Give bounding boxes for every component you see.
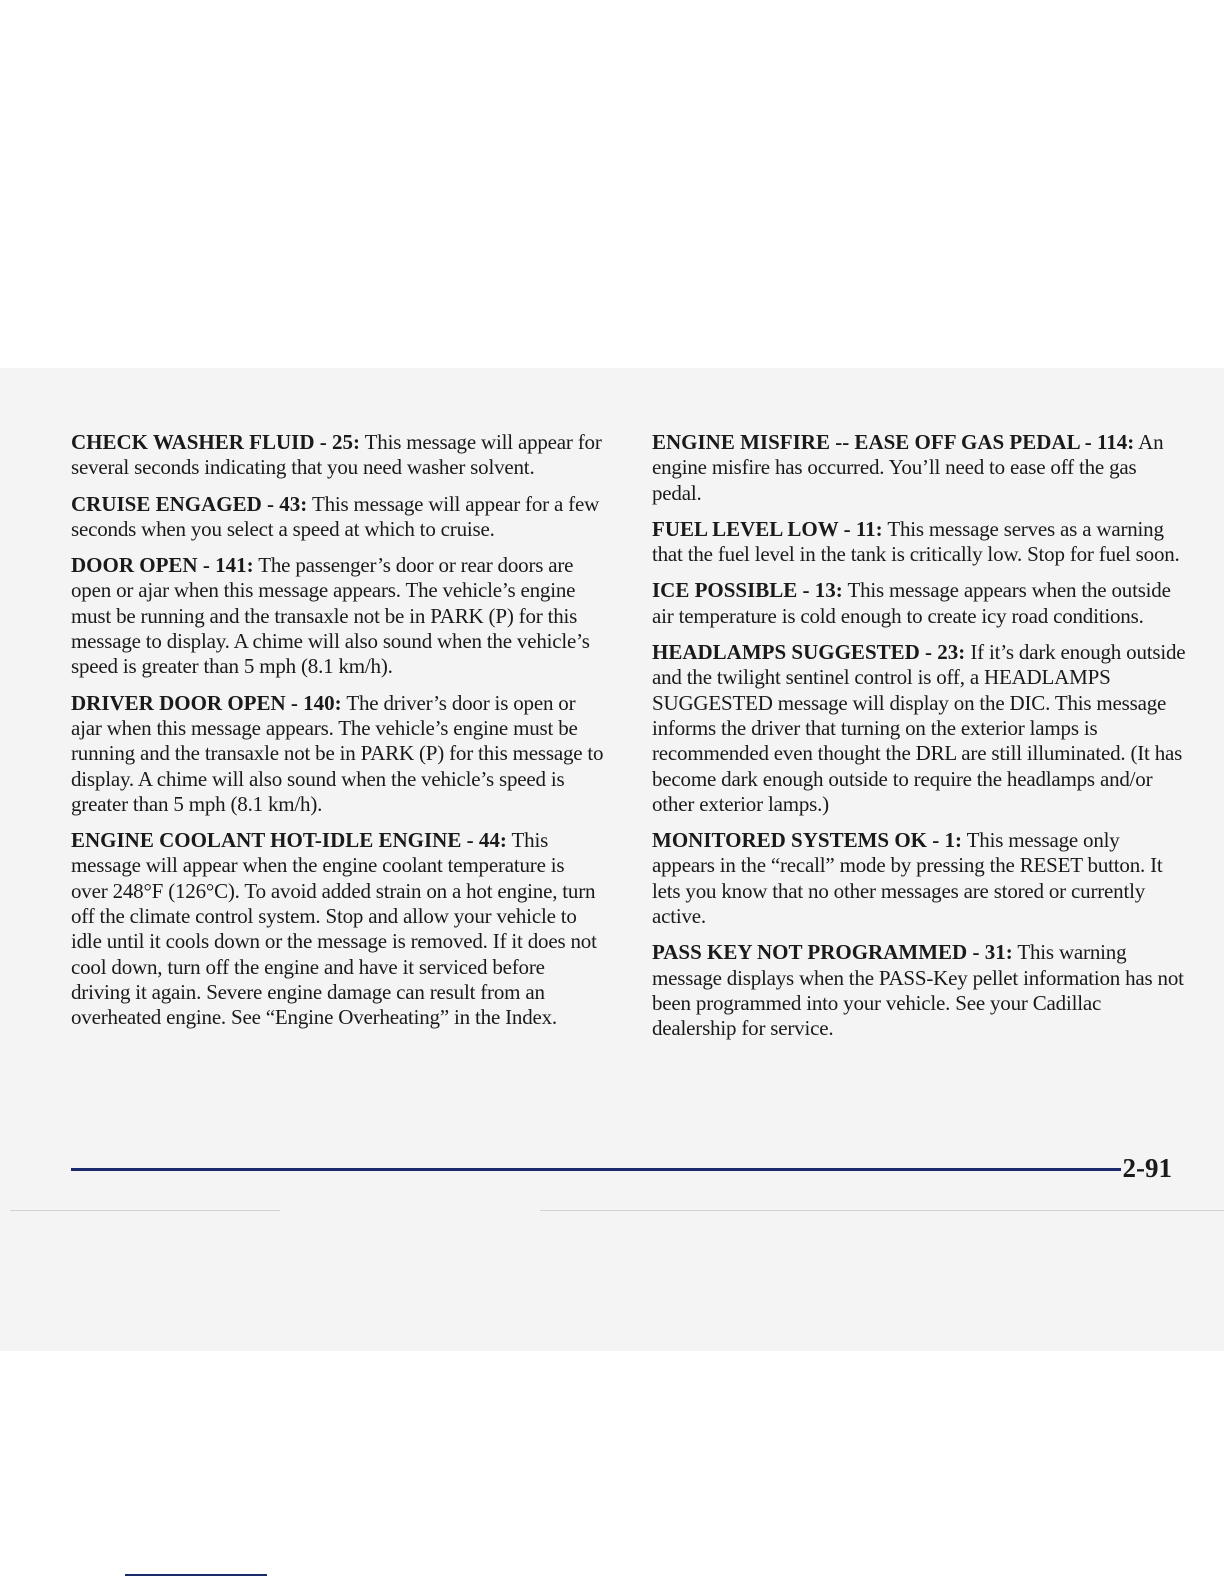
entry-body: If it’s dark enough outside and the twilight sentinel control is off, a HEADLAMPS SUGGESTED message will display on the DIC. This message informs the driver that turning on the exterior lamps is recommended even thought the DRL are still illuminated. (It has become dark enough outside to require the headlamps and/or other exterior lamps.) bbox=[652, 640, 1186, 816]
message-entry-check-washer-fluid bbox=[71, 430, 605, 481]
entry-heading: MONITORED SYSTEMS OK - 1: bbox=[652, 828, 962, 853]
entry-body: An engine misfire has occurred. You’ll need to ease off the gas pedal. bbox=[652, 430, 1164, 505]
entry-body: This warning message displays when the PASS-Key pellet information has not been programmed into your vehicle. See your Cadillac dealership for service. bbox=[652, 940, 1184, 1041]
message-entry-cruise-engaged bbox=[71, 492, 605, 543]
message-entry-driver-door-open bbox=[71, 691, 605, 817]
message-entry-monitored-systems-ok bbox=[652, 828, 1186, 929]
message-entry-door-open bbox=[71, 553, 605, 679]
entry-body: This message will appear when the engine coolant temperature is over 248°F (126°C). To avoid added strain on a hot engine, turn off the climate control system. Stop and allow your vehicle to idle until it cools down or the message is removed. If it does not cool down, turn off the engine and have it serviced before driving it again. Severe engine damage can result from an overheated engine. See “Engine Overheating” in the Index. bbox=[71, 828, 597, 1030]
entry-heading: PASS KEY NOT PROGRAMMED - 31: bbox=[652, 940, 1013, 965]
entry-heading: CHECK WASHER FLUID - 25: bbox=[71, 430, 360, 454]
entry-body: This message serves as a warning that the fuel level in the tank is critically low. Stop for fuel soon. bbox=[652, 516, 1180, 567]
scan-artifact-line bbox=[10, 1210, 280, 1211]
message-entry-ice-possible bbox=[652, 578, 1186, 629]
bottom-edge-mark bbox=[125, 1574, 267, 1576]
right-column bbox=[652, 430, 1186, 1053]
entry-heading: ENGINE MISFIRE -- EASE OFF GAS PEDAL - 114: bbox=[652, 430, 1135, 454]
entry-heading: HEADLAMPS SUGGESTED - 23: bbox=[652, 640, 966, 665]
entry-heading: ENGINE COOLANT HOT-IDLE ENGINE - 44: bbox=[71, 828, 507, 853]
page-number: 2-91 bbox=[1122, 1153, 1172, 1183]
entry-body: This message only appears in the “recall” mode by pressing the RESET button. It lets you know that no other messages are stored or currently active. bbox=[652, 828, 1163, 929]
entry-heading: ICE POSSIBLE - 13: bbox=[652, 578, 843, 603]
message-entry-engine-coolant-hot bbox=[71, 828, 605, 1030]
message-entry-pass-key-not-programmed bbox=[652, 940, 1186, 1041]
left-column bbox=[71, 430, 605, 1042]
entry-body: This message appears when the outside air temperature is cold enough to create icy road conditions. bbox=[652, 578, 1171, 628]
entry-body: This message will appear for a few seconds when you select a speed at which to cruise. bbox=[71, 491, 600, 541]
message-entry-engine-misfire bbox=[652, 430, 1186, 506]
message-entry-fuel-level-low bbox=[652, 517, 1186, 568]
entry-heading: DOOR OPEN - 141: bbox=[71, 553, 254, 578]
message-entry-headlamps-suggested bbox=[652, 640, 1186, 817]
entry-heading: DRIVER DOOR OPEN - 140: bbox=[71, 690, 342, 715]
scan-artifact-line bbox=[540, 1210, 1224, 1211]
footer-rule bbox=[71, 1168, 1121, 1171]
entry-heading: FUEL LEVEL LOW - 11: bbox=[652, 516, 883, 541]
entry-heading: CRUISE ENGAGED - 43: bbox=[71, 491, 308, 516]
entry-body: The passenger’s door or rear doors are open or ajar when this message appears. The vehicle’s engine must be running and the transaxle not be in PARK (P) for this message to display. A chime will also sound when the vehicle’s speed is greater than 5 mph (8.1 km/h). bbox=[71, 553, 590, 679]
entry-body: This message will appear for several seconds indicating that you need washer solvent. bbox=[71, 430, 602, 480]
entry-body: The driver’s door is open or ajar when this message appears. The vehicle’s engine must be running and the transaxle not be in PARK (P) for this message to display. A chime will also sound when the vehicle’s speed is greater than 5 mph (8.1 km/h). bbox=[71, 690, 604, 816]
